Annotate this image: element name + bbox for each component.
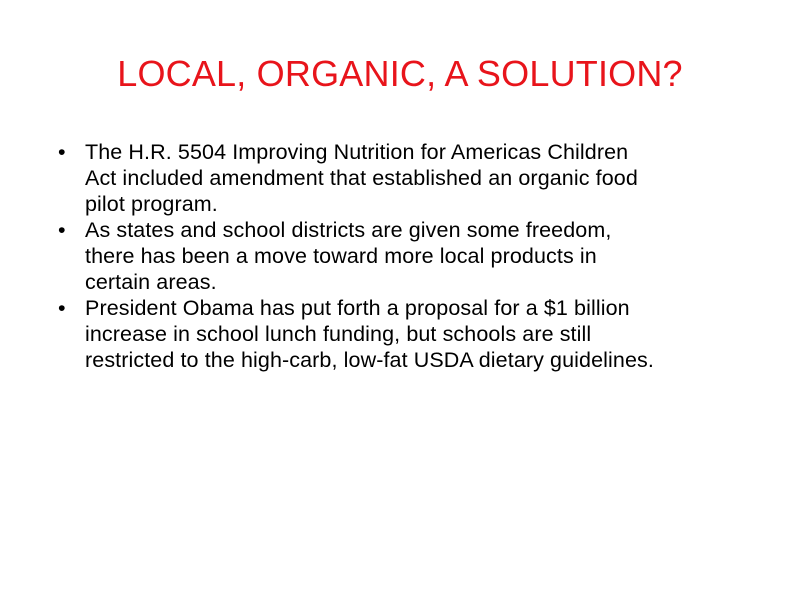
bullet-list bbox=[58, 139, 780, 373]
bullet-dot-icon: • bbox=[58, 296, 66, 320]
bullet-text-line: pilot program. bbox=[85, 192, 218, 216]
bullet-text-line: there has been a move toward more local products in bbox=[85, 244, 597, 268]
bullet-dot-icon: • bbox=[58, 218, 66, 242]
bullet-item bbox=[58, 217, 780, 295]
slide-title: LOCAL, ORGANIC, A SOLUTION? bbox=[117, 53, 683, 94]
bullet-item bbox=[58, 139, 780, 217]
bullet-text-line: Act included amendment that established an organic food bbox=[85, 166, 638, 190]
bullet-text-line: restricted to the high-carb, low-fat USDA dietary guidelines. bbox=[85, 348, 654, 372]
bullet-text-line: certain areas. bbox=[85, 270, 217, 294]
bullet-text-line: The H.R. 5504 Improving Nutrition for Americas Children bbox=[85, 140, 629, 164]
bullet-text-line: As states and school districts are given some freedom, bbox=[85, 218, 612, 242]
bullet-item bbox=[58, 295, 780, 373]
bullet-dot-icon: • bbox=[58, 140, 66, 164]
bullet-text-line: increase in school lunch funding, but schools are still bbox=[85, 322, 592, 346]
bullet-text-line: President Obama has put forth a proposal for a $1 billion bbox=[85, 296, 630, 320]
